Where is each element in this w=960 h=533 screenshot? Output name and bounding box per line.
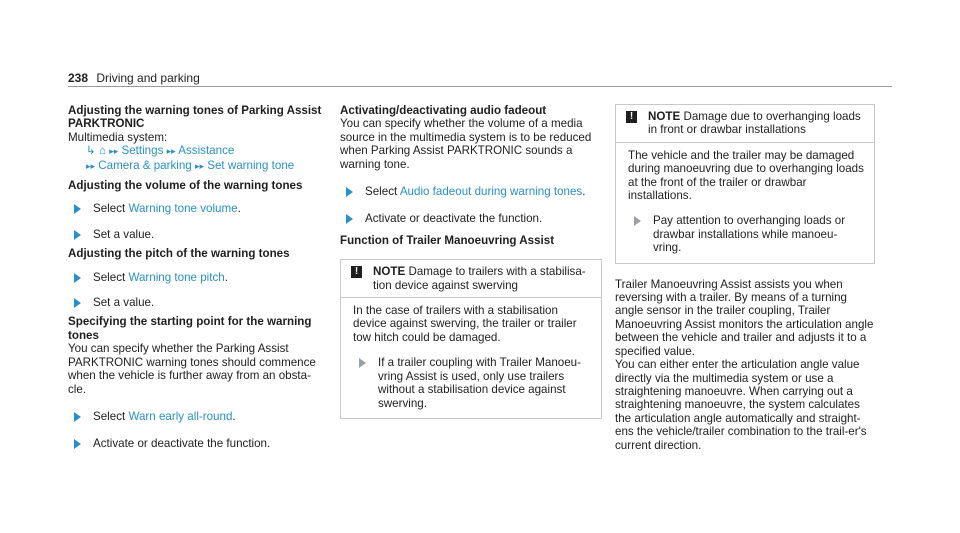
page-header <box>68 71 200 85</box>
nav-settings[interactable]: Settings <box>121 144 164 158</box>
note-box <box>340 259 602 419</box>
heading-warning-tones: Adjusting the warning tones of Parking Assist PARKTRONIC <box>68 104 322 131</box>
system-label: Multimedia system: <box>68 130 168 144</box>
header-divider <box>68 86 892 87</box>
note-label: NOTE <box>648 110 681 123</box>
step-text: If a trailer coupling with Trailer Manoeu-vring Assist is used, only use trailers without a stabilisation device against swerving. <box>378 356 581 410</box>
step-arrow-icon <box>634 216 641 226</box>
step-set-value <box>68 228 324 241</box>
heading-starting-point: Specifying the starting point for the warning tones <box>68 315 312 342</box>
paragraph-articulation-angle: You can either enter the articulation angle value directly via the multimedia system or use a straightening manoeuvre. When carrying out a straightening manoeuvre, the system calculates the articulation angle automatically and straight-ens the vehicle/trailer combination to the trail-er's current direction. <box>615 358 867 452</box>
page-section-title: Driving and parking <box>96 71 200 85</box>
step-text: Select <box>93 270 129 284</box>
nav-camera-parking[interactable]: Camera & parking <box>98 158 192 172</box>
column-3 <box>615 104 875 452</box>
step-select-warn-early <box>68 410 324 423</box>
column-1 <box>68 104 324 451</box>
step-activate-function <box>68 437 324 450</box>
step-arrow-icon <box>74 230 81 240</box>
step-arrow-icon <box>74 412 81 422</box>
paragraph-audio-fadeout: You can specify whether the volume of a media source in the multimedia system is to be reduced when Parking Assist PARKTRONIC sounds a warning tone. <box>340 117 592 171</box>
nav-path <box>68 144 324 158</box>
step-text: . <box>224 270 228 284</box>
step-select-pitch <box>68 271 324 284</box>
note-title: Damage due to overhanging loads in front or drawbar installations <box>648 110 861 137</box>
step-arrow-icon <box>74 298 81 308</box>
step-select-volume <box>68 202 324 215</box>
note-text: The vehicle and the trailer may be damaged during manoeuvring due to overhanging loads at the front of the trailer or drawbar installations. <box>628 148 864 203</box>
step-text: Set a value. <box>93 227 155 241</box>
nav-path-line-2 <box>68 159 324 173</box>
nav-set-warning-tone[interactable]: Set warning tone <box>207 158 295 172</box>
link-warning-tone-pitch[interactable]: Warning tone pitch <box>128 270 225 284</box>
step-text: . <box>237 202 241 216</box>
note-body <box>341 298 601 418</box>
page-number: 238 <box>68 71 89 85</box>
note-step <box>353 356 591 410</box>
step-text: Set a value. <box>93 296 155 310</box>
step-text: Pay attention to overhanging loads or drawbar installations while manoeu-vring. <box>653 214 846 255</box>
heading-trailer-assist: Function of Trailer Manoeuvring Assist <box>340 233 555 247</box>
step-arrow-icon <box>359 358 366 368</box>
warning-icon: ! <box>351 266 362 278</box>
note-header <box>341 260 601 298</box>
note-text: In the case of trailers with a stabilisation device against swerving, the trailer or trailer tow hitch could be damaged. <box>353 304 577 344</box>
paragraph-starting-point: You can specify whether the Parking Assist PARKTRONIC warning tones should commence when the vehicle is further away from an obsta-cle. <box>68 342 316 396</box>
chevron-right-icon: ▸▸ <box>194 160 204 171</box>
warning-icon: ! <box>626 111 637 123</box>
step-text: . <box>582 185 586 199</box>
note-box <box>615 104 875 264</box>
link-audio-fadeout[interactable]: Audio fadeout during warning tones <box>399 185 583 199</box>
step-text: . <box>232 409 236 423</box>
return-arrow-icon: ↳ <box>86 144 96 158</box>
step-select-audio-fadeout <box>340 185 602 198</box>
chevron-right-icon: ▸▸ <box>109 146 119 157</box>
column-2 <box>340 104 602 419</box>
step-arrow-icon <box>74 204 81 214</box>
step-text: Select <box>93 202 129 216</box>
step-arrow-icon <box>74 439 81 449</box>
paragraph-trailer-assist: Trailer Manoeuvring Assist assists you when reversing with a trailer. By means of a turning angle sensor in the trailer coupling, Trailer Manoeuvring Assist monitors the articulation angle between the vehicle and trailer and adjusts it to a specified value. <box>615 277 874 358</box>
step-text: Activate or deactivate the function. <box>93 437 271 451</box>
note-body <box>616 143 874 263</box>
step-arrow-icon <box>346 187 353 197</box>
step-arrow-icon <box>74 273 81 283</box>
link-warn-early-all-round[interactable]: Warn early all-round <box>128 409 233 423</box>
note-title: Damage to trailers with a stabilisa-tion device against swerving <box>373 265 586 292</box>
step-activate-function <box>340 212 602 225</box>
heading-volume: Adjusting the volume of the warning tones <box>68 179 303 193</box>
step-text: Select <box>365 185 400 199</box>
heading-audio-fadeout: Activating/deactivating audio fadeout <box>340 104 547 117</box>
note-step <box>628 214 864 254</box>
note-header <box>616 105 874 143</box>
note-label: NOTE <box>373 265 406 279</box>
step-text: Select <box>93 409 129 423</box>
link-warning-tone-volume[interactable]: Warning tone volume <box>128 202 238 216</box>
chevron-right-icon: ▸▸ <box>86 160 96 171</box>
nav-assistance[interactable]: Assistance <box>178 144 235 158</box>
chevron-right-icon: ▸▸ <box>166 146 176 157</box>
step-set-value <box>68 296 324 309</box>
step-text: Activate or deactivate the function. <box>365 212 543 226</box>
heading-pitch: Adjusting the pitch of the warning tones <box>68 247 290 261</box>
step-arrow-icon <box>346 214 353 224</box>
home-icon[interactable]: ⌂ <box>98 144 106 158</box>
